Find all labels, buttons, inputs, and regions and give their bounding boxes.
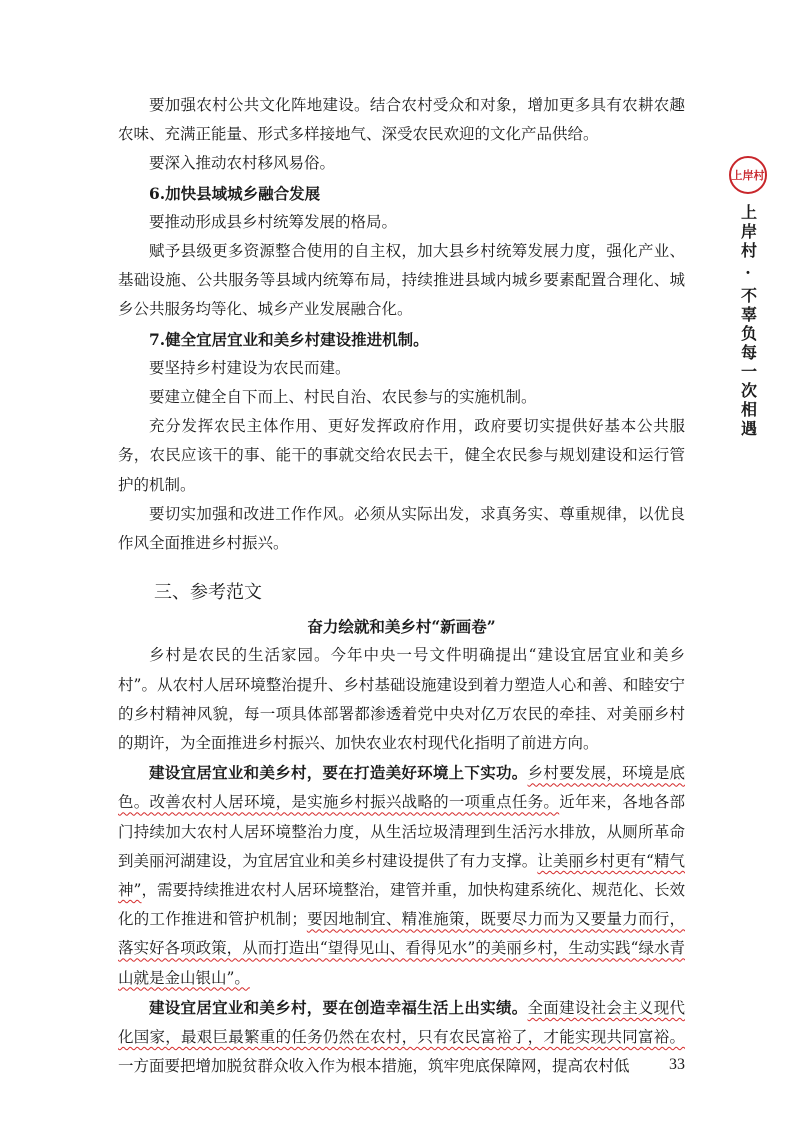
paragraph: 要建立健全自下而上、村民自治、农民参与的实施机制。	[149, 388, 537, 407]
essay-paragraph	[118, 758, 685, 993]
paragraph: 要加强农村公共文化阵地建设。结合农村受众和对象，增加更多具有农耕农趣农味、充满正能量、形式多样接地气、深受农民欢迎的文化产品供给。	[118, 96, 685, 144]
side-slogan: 上岸村 · 不辜负每一次相遇	[738, 204, 758, 439]
essay-title: 奋力绘就和美乡村“新画卷”	[307, 617, 496, 637]
underlined-text: 要因地制宜、精准施策，既要尽力而为又要量力而行，落实好各项政策，从而打造出“望得见山、看得见水”的美丽乡村，生动实践“绿水青山就是金山银山”。	[118, 910, 685, 987]
page-number: 33	[669, 1056, 685, 1073]
heading-7: 7.健全宜居宜业和美乡村建设推进机制。	[149, 329, 429, 349]
essay-paragraph	[118, 993, 685, 1082]
paragraph: 要切实加强和改进工作作风。必须从实际出发，求真务实、尊重规律，以优良作风全面推进乡村振兴。	[118, 504, 685, 553]
heading-6: 6.加快县域城乡融合发展	[149, 183, 321, 203]
paragraph: 赋予县级更多资源整合使用的自主权，加大县乡村统筹发展力度，强化产业、基础设施、公共服务等县域内统筹布局，持续推进县域内城乡要素配置合理化、城乡公共服务均等化、城乡产业发展融合化。	[118, 242, 685, 319]
bold-lead: 建设宜居宜业和美乡村，要在创造幸福生活上出实绩。	[149, 997, 528, 1017]
section-title: 三、参考范文	[154, 582, 262, 604]
underlined-text: 让美丽乡村更有“精气神”	[118, 851, 685, 900]
seal-logo	[729, 156, 767, 194]
essay-paragraph: 乡村是农民的生活家园。今年中央一号文件明确提出“建设宜居宜业和美乡村”。从农村人居环境整治提升、乡村基础设施建设到着力塑造人心和善、和睦安宁的乡村精神风貌，每一项具体部署都渗透着党中央对亿万农民的牵挂、对美丽乡村的期许，为全面推进乡村振兴、加快农业农村现代化指明了前进方向。	[118, 646, 685, 753]
plain-text: 一方面要把增加脱贫群众收入作为根本措施，筑牢兜底保障网，提高农村低	[118, 1057, 630, 1076]
underlined-text: 全面建设社会主义现代化国家，最艰巨最繁重的任务仍然在农村，只有农民富裕了，才能实现共同富裕。	[118, 998, 685, 1047]
side-branding	[728, 156, 768, 439]
plain-text: 近年来，各地各部门持续加大农村人居环境整治力度，从生活垃圾清理到生活污水排放，从厕所革命到美丽河湖建设，为宜居宜业和美乡村建设提供了有力支撑。	[118, 793, 685, 870]
paragraph: 要深入推动农村移风易俗。	[149, 154, 336, 173]
seal-text: 上岸村	[731, 168, 765, 182]
bold-lead: 建设宜居宜业和美乡村，要在打造美好环境上下实功。	[149, 763, 528, 783]
page-body	[118, 91, 685, 1082]
paragraph: 要推动形成县乡村统筹发展的格局。	[149, 212, 398, 231]
plain-text: ，需要持续推进农村人居环境整治，建管并重，加快构建系统化、规范化、长效化的工作推进和管护机制；	[118, 881, 685, 929]
paragraph: 要坚持乡村建设为农民而建。	[149, 358, 351, 377]
paragraph: 充分发挥农民主体作用、更好发挥政府作用，政府要切实提供好基本公共服务，农民应该干的事、能干的事就交给农民去干，健全农民参与规划建设和运行管护的机制。	[118, 417, 685, 494]
underlined-text: 乡村要发展，环境是底色。改善农村人居环境，是实施乡村振兴战略的一项重点任务。	[118, 764, 685, 812]
